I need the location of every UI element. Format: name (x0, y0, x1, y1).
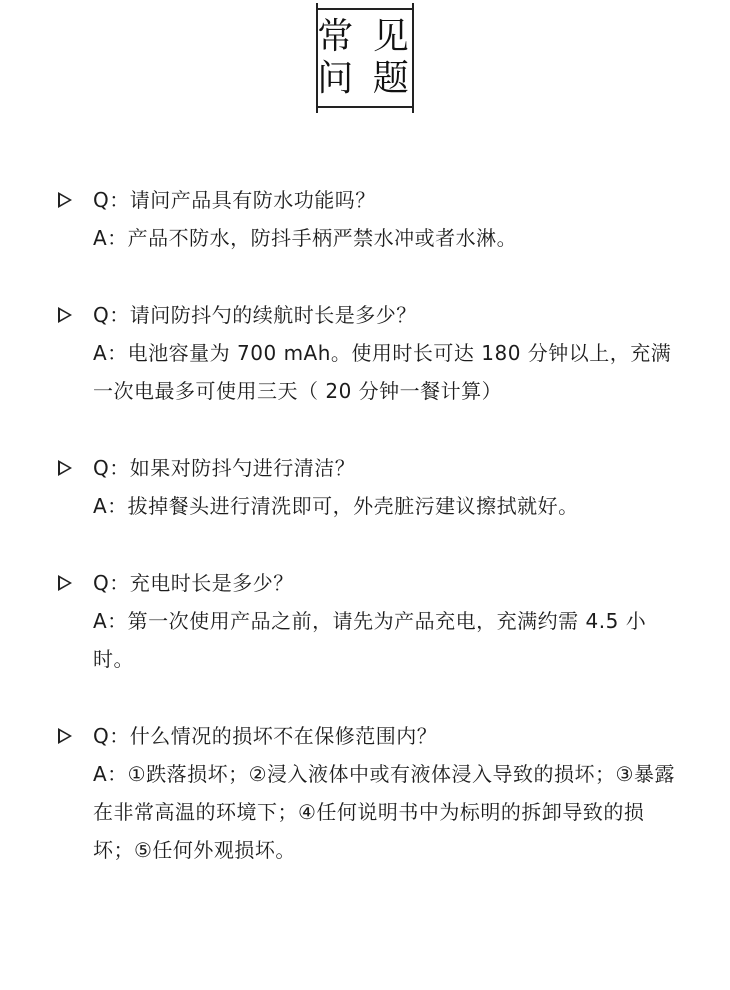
faq-item (0, 564, 730, 678)
title-block (317, 16, 413, 100)
faq-question: Q：请问产品具有防水功能吗？ (93, 188, 376, 212)
triangle-bullet-icon (58, 728, 72, 744)
faq-item (0, 181, 730, 257)
faq-item (0, 296, 730, 410)
triangle-bullet-icon (58, 307, 72, 323)
triangle-bullet-icon (58, 575, 72, 591)
page-title-line-2: 问 题 (317, 58, 413, 99)
faq-question: Q：充电时长是多少？ (93, 571, 294, 595)
faq-answer: A：电池容量为 700 mAh。使用时长可达 180 分钟以上，充满一次电最多可使用三天（ 20 分钟一餐计算） (93, 341, 672, 403)
triangle-bullet-icon (58, 460, 72, 476)
faq-question: Q：请问防抖勺的续航时长是多少？ (93, 303, 417, 327)
faq-answer: A：拔掉餐头进行清洗即可，外壳脏污建议擦拭就好。 (93, 494, 579, 518)
faq-item (0, 449, 730, 525)
faq-answer: A：第一次使用产品之前，请先为产品充电，充满约需 4.5 小时。 (93, 609, 647, 671)
page-title-line-1: 常 见 (317, 16, 413, 57)
faq-answer: A：①跌落损坏；②浸入液体中或有液体浸入导致的损坏；③暴露在非常高温的环境下；④任何说明书中为标明的拆卸导致的损坏；⑤任何外观损坏。 (93, 762, 675, 862)
faq-question: Q：什么情况的损坏不在保修范围内？ (93, 724, 438, 748)
faq-question: Q：如果对防抖勺进行清洁？ (93, 456, 356, 480)
faq-list (0, 181, 730, 908)
faq-answer: A：产品不防水，防抖手柄严禁水冲或者水淋。 (93, 226, 518, 250)
title-frame (316, 8, 414, 108)
triangle-bullet-icon (58, 192, 72, 208)
faq-item (0, 717, 730, 869)
